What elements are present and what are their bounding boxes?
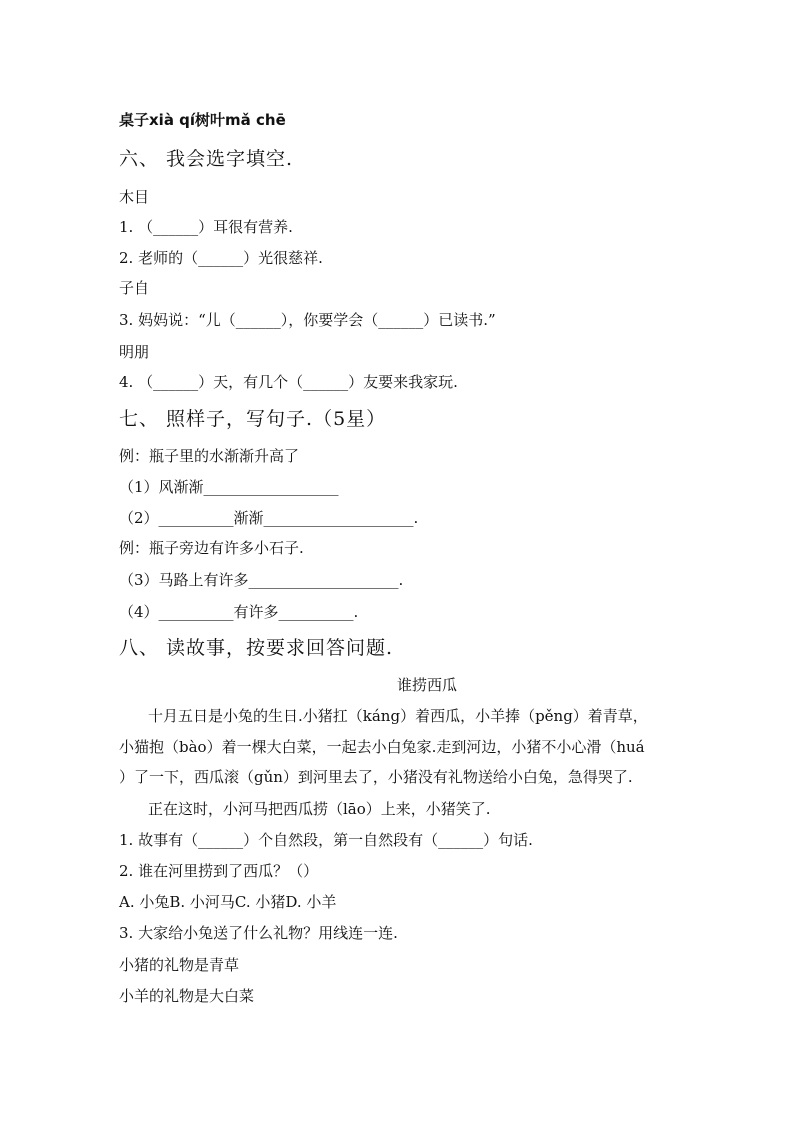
question-6-3: 3. 妈妈说：“儿（______），你要学会（______）已读书.” [119,311,496,329]
example-2: 例：瓶子旁边有许多小石子. [119,539,304,557]
question-6-1: 1. （______）耳很有营养. [119,218,293,236]
example-1: 例：瓶子里的水渐渐升高了 [119,447,300,465]
sentence-7-3: （3）马路上有许多____________________. [119,571,404,589]
story-paragraph-1-line-2: 小猫抱（bào）着一棵大白菜，一起去小白兔家.走到河边，小猪不小心滑（huá [119,738,645,756]
sentence-7-2: （2）__________渐渐____________________. [119,509,419,527]
question-8-2-options: A. 小兔B. 小河马C. 小猪D. 小羊 [119,893,337,911]
question-6-2: 2. 老师的（______）光很慈祥. [119,249,323,267]
story-title: 谁捞西瓜 [396,676,457,694]
sentence-7-4: （4）__________有许多__________. [119,603,359,621]
question-8-2: 2. 谁在河里捞到了西瓜？（） [119,862,319,880]
section-7-heading: 七、 照样子，写句子.（5星） [119,408,387,430]
gift-item-1: 小猪的礼物是青草 [119,956,240,974]
section-6-heading: 六、 我会选字填空. [119,148,294,170]
story-paragraph-1-line-3: ）了一下，西瓜滚（gǔn）到河里去了，小猪没有礼物送给小白兔，急得哭了. [119,768,633,786]
story-paragraph-1-line-1: 十月五日是小兔的生日.小猪扛（káng）着西瓜，小羊捧（pěng）着青草， [148,707,648,725]
gift-item-2: 小羊的礼物是大白菜 [119,987,255,1005]
question-8-3: 3. 大家给小兔送了什么礼物？用线连一连. [119,924,398,942]
section-8-heading: 八、 读故事，按要求回答问题. [119,637,394,659]
question-6-4: 4. （______）天，有几个（______）友要来我家玩. [119,373,458,391]
sentence-7-1: （1）风渐渐__________________ [119,478,339,496]
character-pair-1: 木目 [119,188,150,206]
question-8-1: 1. 故事有（______）个自然段，第一自然段有（______）句话. [119,831,533,849]
pinyin-word-line: 桌子xià qí树叶mǎ chē [119,111,286,129]
story-paragraph-2: 正在这时，小河马把西瓜捞（lāo）上来，小猪笑了. [148,800,491,818]
character-pair-2: 子自 [119,279,150,297]
character-pair-3: 明朋 [119,343,150,361]
